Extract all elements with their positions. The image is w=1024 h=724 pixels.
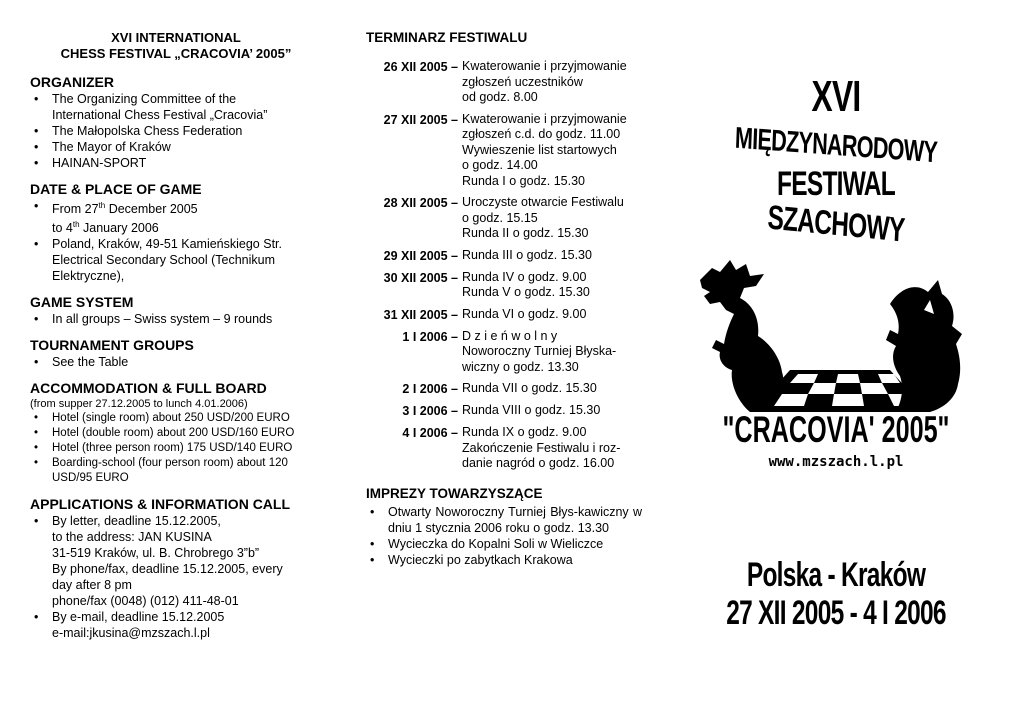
- poster-line-festiwal: FESTIWAL: [776, 165, 895, 203]
- organizer-item: • The Organizing Committee of the International Chess Festival „Cracovia”: [30, 91, 322, 123]
- schedule-date: 4 I 2006 –: [402, 426, 458, 440]
- poster-place: Polska - Kraków: [746, 556, 926, 594]
- groups-item: • See the Table: [30, 354, 322, 370]
- date-place-heading: DATE & PLACE OF GAME: [30, 181, 202, 197]
- schedule-event: Runda VI o godz. 9.00: [462, 306, 587, 321]
- schedule-event: D z i e ń w o l n y Noworoczny Turniej Błyska- wiczny o godz. 13.30: [462, 328, 617, 374]
- organizer-heading: ORGANIZER: [30, 74, 114, 90]
- events-list: [366, 504, 642, 568]
- poster-line-miedzynarodowy: MIĘDZYNARODOWY: [734, 121, 938, 170]
- applications-heading: APPLICATIONS & INFORMATION CALL: [30, 496, 291, 513]
- groups-heading: TOURNAMENT GROUPS: [30, 337, 194, 354]
- schedule-date: 1 I 2006 –: [402, 329, 458, 344]
- accommodation-list: [30, 411, 322, 486]
- schedule-row: [366, 403, 646, 419]
- schedule-event: Kwaterowanie i przyjmowanie zgłoszeń uczestników od godz. 8.00: [462, 59, 627, 104]
- schedule-event: Kwaterowanie i przyjmowanie zgłoszeń c.d. do godz. 11.00 Wywieszenie list startowych o godz. 14.00 Runda I o godz. 15.30: [462, 111, 627, 188]
- event-item: • Otwarty Noworoczny Turniej Błys-kawiczny w dniu 1 stycznia 2006 roku o godz. 13.30: [366, 504, 642, 536]
- organizer-item: • The Mayor of Kraków: [30, 139, 322, 155]
- schedule-row: [366, 59, 646, 106]
- poster-dates: 27 XII 2005 - 4 I 2006: [726, 594, 946, 632]
- schedule-row: [366, 248, 646, 264]
- left-column: [30, 0, 322, 641]
- accommodation-note: (from supper 27.12.2005 to lunch 4.01.2006): [30, 398, 248, 411]
- game-system-heading: GAME SYSTEM: [30, 294, 134, 311]
- date-to: to 4th January 2006: [52, 220, 159, 236]
- schedule-event: Runda VIII o godz. 15.30: [462, 403, 601, 417]
- schedule-date: 30 XII 2005 –: [383, 270, 458, 285]
- schedule-date: 29 XII 2005 –: [383, 248, 458, 263]
- schedule-date: 28 XII 2005 –: [383, 196, 458, 210]
- schedule-row: [366, 425, 646, 472]
- schedule-date: 3 I 2006 –: [402, 404, 458, 418]
- accommodation-item: • Hotel (three person room) 175 USD/140 EURO: [30, 441, 322, 456]
- poster-cracovia-title: "CRACOVIA' 2005": [722, 409, 950, 450]
- title-line-1: XVI INTERNATIONAL: [111, 30, 241, 45]
- schedule-row: [366, 307, 646, 323]
- date-from: From 27th December 2005: [52, 201, 198, 217]
- schedule-row: [366, 112, 646, 190]
- dragon-chessboard-illustration: [690, 252, 980, 412]
- application-letter-item: • By letter, deadline 15.12.2005, to the address: JAN KUSINA 31-519 Kraków, ul. B. Chrobrego 3”b” By phone/fax, deadline 15.12.2005, every day after 8 pm phone/fax (0048) (012) 411-48-01: [30, 513, 322, 609]
- accommodation-heading: ACCOMMODATION & FULL BOARD: [30, 380, 267, 397]
- event-item: • Wycieczki po zabytkach Krakowa: [366, 552, 642, 568]
- poster-line-xvi: XVI: [811, 72, 861, 121]
- schedule-row: [366, 381, 646, 397]
- applications-list: [30, 513, 322, 641]
- accommodation-item: • Boarding-school (four person room) about 120 USD/95 EURO: [30, 456, 322, 486]
- schedule-event: Runda VII o godz. 15.30: [462, 381, 597, 395]
- date-range-item: [30, 198, 322, 236]
- events-heading: IMPREZY TOWARZYSZĄCE: [366, 485, 543, 501]
- schedule-event: Uroczyste otwarcie Festiwalu o godz. 15.15 Runda II o godz. 15.30: [462, 195, 624, 240]
- middle-column: [366, 0, 646, 568]
- festival-title: [30, 30, 322, 62]
- schedule-event: Runda III o godz. 15.30: [462, 247, 592, 262]
- accommodation-item: • Hotel (double room) about 200 USD/160 EURO: [30, 426, 322, 441]
- schedule-heading: TERMINARZ FESTIWALU: [366, 30, 528, 45]
- organizer-item: • HAINAN-SPORT: [30, 155, 322, 171]
- event-item: • Wycieczka do Kopalni Soli w Wieliczce: [366, 536, 642, 552]
- dragon-left-graphic: [700, 260, 783, 412]
- accommodation-item: • Hotel (single room) about 250 USD/200 EURO: [30, 411, 322, 426]
- organizer-item: • The Małopolska Chess Federation: [30, 123, 322, 139]
- title-line-2: CHESS FESTIVAL „CRACOVIA’ 2005”: [60, 46, 292, 61]
- schedule-date: 2 I 2006 –: [402, 382, 458, 396]
- poster-url: www.mzszach.l.pl: [768, 454, 904, 470]
- poster-column: [676, 0, 996, 724]
- schedule-row: [366, 329, 646, 376]
- poster-line-szachowy: SZACHOWY: [766, 198, 906, 250]
- schedule-date: 26 XII 2005 –: [383, 60, 458, 74]
- schedule-row: [366, 195, 646, 242]
- date-place-list: [30, 198, 322, 284]
- schedule-event: Runda IV o godz. 9.00 Runda V o godz. 15.30: [462, 269, 590, 299]
- application-email-item: • By e-mail, deadline 15.12.2005 e-mail:jkusina@mzszach.l.pl: [30, 609, 322, 641]
- schedule-date: 27 XII 2005 –: [383, 112, 458, 127]
- schedule-list: [366, 59, 646, 472]
- schedule-date: 31 XII 2005 –: [383, 307, 458, 322]
- game-system-item: • In all groups – Swiss system – 9 rounds: [30, 311, 322, 327]
- schedule-event: Runda IX o godz. 9.00 Zakończenie Festiwalu i roz- danie nagród o godz. 16.00: [462, 425, 621, 470]
- venue-item: • Poland, Kraków, 49-51 Kamieńskiego Str. Electrical Secondary School (Technikum Elektryczne),: [30, 236, 322, 284]
- schedule-row: [366, 270, 646, 301]
- organizer-list: [30, 91, 322, 171]
